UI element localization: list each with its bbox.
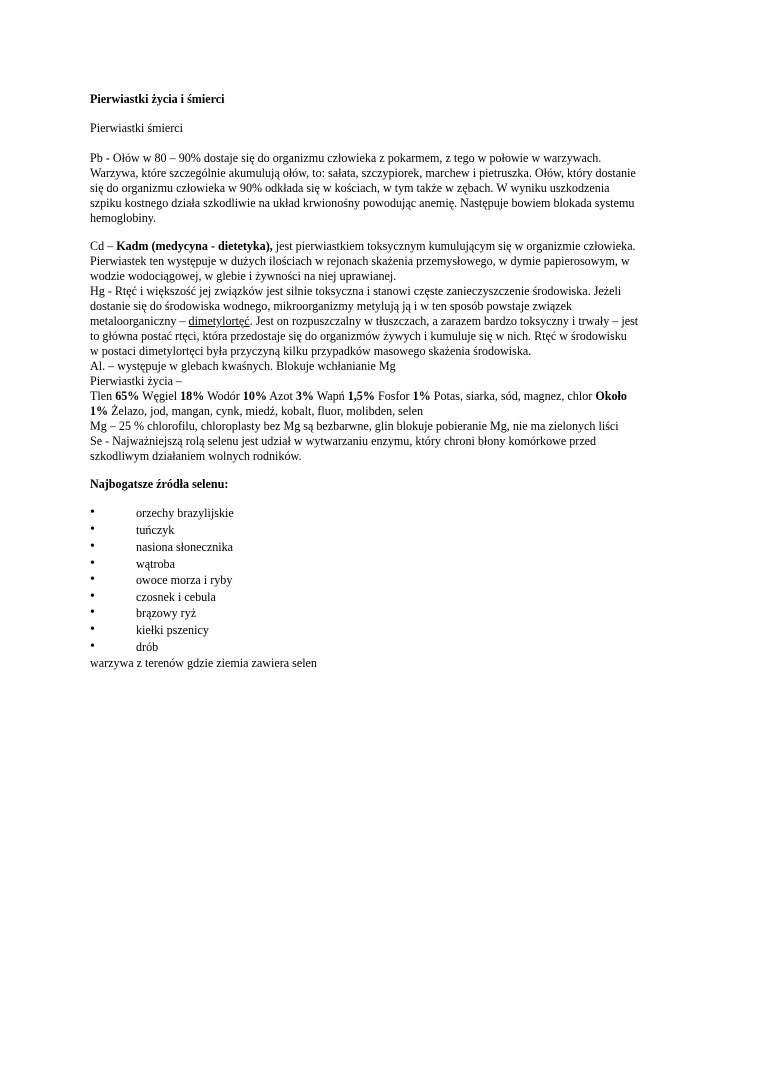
footer-line: warzywa z terenów gdzie ziemia zawiera selen [90, 656, 317, 670]
se-line-2: szkodliwym działaniem wolnych rodników. [90, 449, 302, 463]
cd-line-3: wodzie wodociągowej, w glebie i żywności na niej uprawianej. [90, 269, 397, 283]
hg-line-4: to główna postać rtęci, która przedostaje się do organizmów żywych i kumuluje się w nich. Rtęć w środowisku [90, 329, 627, 343]
bullet-icon: • [90, 605, 95, 620]
bullet-icon: • [90, 505, 95, 520]
mg-line: Mg – 25 % chlorofilu, chloroplasty bez Mg są bezbarwne, glin blokuje pobieranie Mg, nie ma zielonych liści [90, 419, 619, 433]
document-title: Pierwiastki życia i śmierci [90, 92, 225, 106]
composition-line-2: 1% Żelazo, jod, mangan, cynk, miedź, kobalt, fluor, molibden, selen [90, 404, 424, 418]
hg-line-3: metaloorganiczny – dimetylortęć. Jest on rozpuszczalny w tłuszczach, a zarazem bardzo toksyczny i trwały – jest [90, 314, 639, 328]
al-line: Al. – występuje w glebach kwaśnych. Blokuje wchłanianie Mg [90, 359, 396, 373]
pb-line-1: Pb - Ołów w 80 – 90% dostaje się do organizmu człowieka z pokarmem, z tego w połowie w warzywach. [90, 151, 602, 165]
bullet-icon: • [90, 589, 95, 604]
dimetylortec-link: dimetylortęć [188, 314, 250, 328]
subtitle-death: Pierwiastki śmierci [90, 121, 184, 135]
sources-heading: Najbogatsze źródła selenu: [90, 477, 229, 491]
bullet-icon: • [90, 539, 95, 554]
document-page: Pierwiastki życia i śmierci Pierwiastki śmierci Pb - Ołów w 80 – 90% dostaje się do organizmu człowieka z pokarmem, z tego w połowie w warzywach. Warzywa, które szczególnie akumulują ołów, to: sałata, szczypiorek, marchew i pietruszka. Ołów, który dostanie się do organizmu człowieka w 90% odkłada się w kościach, w tym także w zębach. W wyniku uszkodzenia szpiku kostnego działa szkodliwie na układ krwionośny powodując anemię. Następuje bowiem blokada systemu hemoglobiny. Cd – Kadm (medycyna - dietetyka), jest pierwiastkiem toksycznym kumulującym się w organizmie człowieka. Pierwiastek ten występuje w dużych ilościach w rejonach skażenia przemysłowego, w dymie papierosowym, w wodzie wodociągowej, w glebie i żywności na niej uprawianej. Hg - Rtęć i większość jej związków jest silnie toksyczna i stanowi częste zanieczyszczenie środowiska. Jeżeli dostanie się do środowiska wodnego, mikroorganizmy metylują ją i w ten sposób powstaje związek metaloorganiczny – dimetylortęć. Jest on rozpuszczalny w tłuszczach, a zarazem bardzo toksyczny i trwały – jest to główna postać rtęci, która przedostaje się do organizmów żywych i kumuluje się w nich. Rtęć w środowisku w postaci dimetylortęci była przyczyną kilku przypadków masowego skażenia środowiska. Al. – występuje w glebach kwaśnych. Blokuje wchłanianie Mg Pierwiastki życia – Tlen 65% Węgiel 18% Wodór 10% Azot 3% Wapń 1,5% Fosfor 1% Potas, siarka, sód, magnez, chlor Około 1% Żelazo, jod, mangan, cynk, miedź, kobalt, fluor, molibden, selen Mg – 25 % chlorofilu, chloroplasty bez Mg są bezbarwne, glin blokuje pobieranie Mg, nie ma zielonych liści Se - Najważniejszą rolą selenu jest udział w wytwarzaniu enzymu, który chroni błony komórkowe przed szkodliwym działaniem wolnych rodników. Najbogatsze źródła selenu: • orzechy brazylijskie • tuńczyk • nasiona słonecznika • wątroba • owoce morza i ryby • czosnek i cebula • brązowy ryż • kiełki pszenicy • drób warzywa z terenów gdzie ziemia zawiera selen [90, 92, 639, 670]
composition-line-1: Tlen 65% Węgiel 18% Wodór 10% Azot 3% Wapń 1,5% Fosfor 1% Potas, siarka, sód, magnez, chlor Około [90, 389, 627, 403]
bullet-icon: • [90, 622, 95, 637]
subtitle-life: Pierwiastki życia – [90, 374, 183, 388]
se-line-1: Se - Najważniejszą rolą selenu jest udział w wytwarzaniu enzymu, który chroni błony komórkowe przed [90, 434, 597, 448]
cd-line-1: Cd – Kadm (medycyna - dietetyka), jest pierwiastkiem toksycznym kumulującym się w organizmie człowieka. [90, 239, 636, 253]
pb-line-5: hemoglobiny. [90, 211, 157, 225]
bullet-icon: • [90, 556, 95, 571]
pb-line-4: szpiku kostnego działa szkodliwie na układ krwionośny powodując anemię. Następuje bowiem blokada systemu [90, 196, 635, 210]
bullet-icon: • [90, 639, 95, 654]
bullet-icon: • [90, 522, 95, 537]
cd-line-2: Pierwiastek ten występuje w dużych ilościach w rejonach skażenia przemysłowego, w dymie papierosowym, w [90, 254, 630, 268]
pb-line-2: Warzywa, które szczególnie akumulują ołów, to: sałata, szczypiorek, marchew i pietruszka. Ołów, który dostanie [90, 166, 636, 180]
hg-line-1: Hg - Rtęć i większość jej związków jest silnie toksyczna i stanowi częste zanieczyszczenie środowiska. Jeżeli [90, 284, 622, 298]
hg-line-2: dostanie się do środowiska wodnego, mikroorganizmy metylują ją i w ten sposób powstaje związek [90, 299, 573, 313]
bullet-icon: • [90, 572, 95, 587]
pb-line-3: się do organizmu człowieka w 90% odkłada się w kościach, w tym także w zębach. W wyniku uszkodzenia [90, 181, 610, 195]
hg-line-5: w postaci dimetylortęci była przyczyną kilku przypadków masowego skażenia środowiska. [90, 344, 532, 358]
